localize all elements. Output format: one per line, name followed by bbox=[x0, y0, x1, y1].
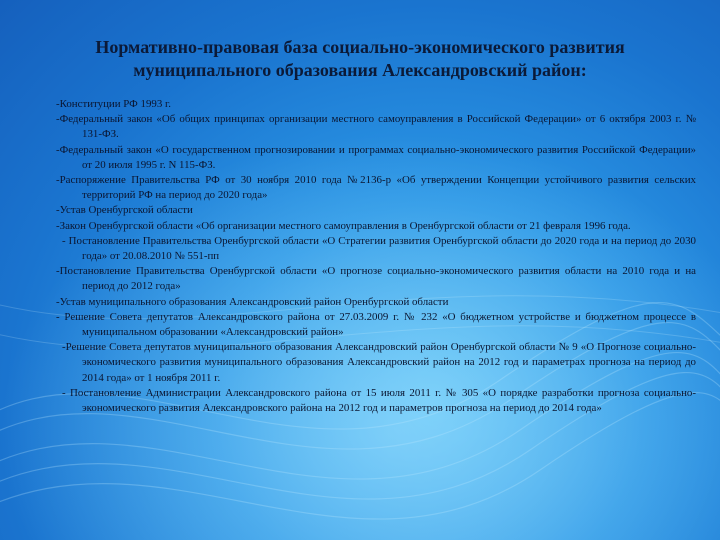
list-item: -Закон Оренбургской области «Об организации местного самоуправления в Оренбургской области от 21 февраля 1996 года. bbox=[56, 219, 631, 232]
list-item: - Решение Совета депутатов Александровского района от 27.03.2009 г. № 232 «О бюджетном устройстве и бюджетном процессе в муниципальном образовании «Александровский район» bbox=[56, 310, 696, 339]
list-item: -Постановление Правительства Оренбургской области «О прогнозе социально-экономического развития области на 2010 года и на период до 2012 года» bbox=[56, 265, 696, 293]
list-item: -Устав муниципального образования Александровский район Оренбургской области bbox=[56, 295, 449, 308]
list-item: - Постановление Правительства Оренбургской области «О Стратегии развития Оренбургской области до 2020 года и на период до 2030 года» от 20.08.2010 № 551-пп bbox=[62, 234, 696, 263]
list-item: -Устав Оренбургской области bbox=[56, 204, 193, 217]
regulation-list bbox=[56, 97, 696, 416]
list-item: -Распоряжение Правительства РФ от 30 ноября 2010 года №2136-р «Об утверждении Концепции устойчивого развития сельских территорий РФ на период до 2020 года» bbox=[56, 174, 696, 202]
list-item: -Конституции РФ 1993 г. bbox=[56, 98, 171, 110]
list-item: -Федеральный закон «О государственном прогнозировании и программах социально-экономического развития Российской Федерации» от 20 июля 1995 г. N 115-ФЗ. bbox=[56, 143, 696, 171]
slide-title: Нормативно-правовая база социально-экономического развития муниципального образования Александровский район: bbox=[95, 37, 625, 80]
list-item: -Федеральный закон «Об общих принципах организации местного самоуправления в Российской Федерации» от 6 октября 2003 г. № 131-ФЗ. bbox=[56, 113, 696, 141]
list-item: - Постановление Администрации Александровского района от 15 июля 2011 г. № 305 «О порядке разработки прогноза социально-экономического развития Александровского района на 2012 год и параметров прогноза на период до 2014 года» bbox=[62, 386, 696, 415]
list-item: -Решение Совета депутатов муниципального образования Александровский район Оренбургской области № 9 «О Прогнозе социально-экономического развития муниципального образования Александровский район на 2012 год и параметрах прогноза на период до 2014 года» от 1 ноября 2011 г. bbox=[62, 341, 696, 384]
